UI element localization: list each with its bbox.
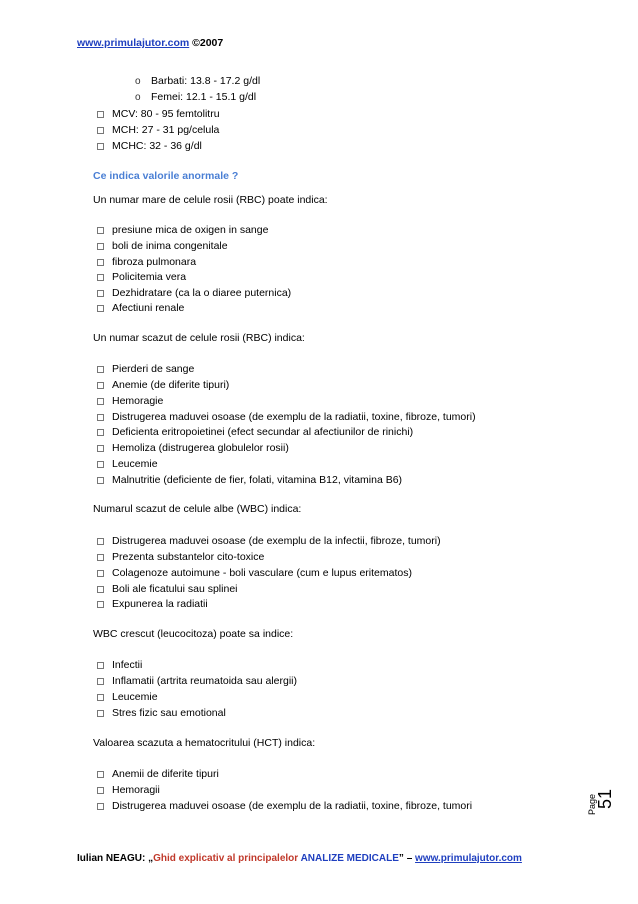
list-item: MCH: 27 - 31 pg/celula [97, 123, 219, 137]
footer-separator: ” – [398, 853, 416, 864]
list-item: Hemoliza (distrugerea globulelor rosii) [97, 441, 289, 455]
list-item: fibroza pulmonara [97, 255, 196, 269]
list-item: Deficienta eritropoietinei (efect secundar al afectiunilor de rinichi) [97, 425, 413, 439]
header-link[interactable]: www.primulajutor.com [77, 37, 190, 49]
list-item: Dezhidratare (ca la o diaree puternica) [97, 286, 291, 300]
list-item: Boli ale ficatului sau splinei [97, 582, 238, 596]
list-item: Prezenta substantelor cito-toxice [97, 550, 264, 564]
list-item: Leucemie [97, 690, 158, 704]
bullet-icon [97, 710, 104, 717]
footer-link[interactable]: www.primulajutor.com [415, 853, 522, 864]
section-heading: Ce indica valorile anormale ? [93, 170, 239, 182]
section-title: Numarul scazut de celule albe (WBC) indica: [93, 503, 302, 515]
bullet-icon [97, 554, 104, 561]
list-item: presiune mica de oxigen in sange [97, 223, 268, 237]
bullet-icon [97, 414, 104, 421]
bullet-icon [97, 570, 104, 577]
bullet-icon [97, 243, 104, 250]
footer-title-highlight: ANALIZE MEDICALE [300, 853, 399, 864]
bullet-icon [97, 143, 104, 150]
bullet-icon [97, 477, 104, 484]
list-item: Distrugerea maduvei osoase (de exemplu de la radiatii, toxine, fibroze, tumori) [97, 410, 476, 424]
list-item: Inflamatii (artrita reumatoida sau alergii) [97, 674, 297, 688]
section-title: Un numar mare de celule rosii (RBC) poate indica: [93, 194, 328, 206]
list-item: Anemii de diferite tipuri [97, 767, 219, 781]
footer-title: Ghid explicativ al principalelor [153, 853, 301, 864]
bullet-icon [97, 787, 104, 794]
header-copyright: ©2007 [189, 37, 224, 49]
bullet-icon [97, 461, 104, 468]
list-item: Distrugerea maduvei osoase (de exemplu de la infectii, fibroze, tumori) [97, 534, 441, 548]
bullet-icon [97, 586, 104, 593]
bullet-icon [97, 678, 104, 685]
list-item: Leucemie [97, 457, 158, 471]
list-item: Hemoragii [97, 783, 160, 797]
bullet-icon [97, 601, 104, 608]
list-item: Colagenoze autoimune - boli vasculare (cum e lupus eritematos) [97, 566, 412, 580]
page-header [77, 37, 223, 49]
page-number-value: 51 [595, 788, 615, 809]
bullet-icon [97, 429, 104, 436]
bullet-icon [97, 803, 104, 810]
list-item: Stres fizic sau emotional [97, 706, 226, 720]
section-title: Un numar scazut de celule rosii (RBC) indica: [93, 332, 305, 344]
list-item: Pierderi de sange [97, 362, 194, 376]
page-label: Page [587, 793, 597, 815]
bullet-icon [97, 274, 104, 281]
list-item: Expunerea la radiatii [97, 597, 208, 611]
page-number [585, 775, 615, 835]
list-item: Afectiuni renale [97, 301, 184, 315]
bullet-icon [97, 398, 104, 405]
list-item: o Barbati: 13.8 - 17.2 g/dl [135, 75, 261, 87]
bullet-icon [97, 538, 104, 545]
section-title: WBC crescut (leucocitoza) poate sa indice: [93, 628, 294, 640]
list-item: Malnutritie (deficiente de fier, folati, vitamina B12, vitamina B6) [97, 473, 402, 487]
bullet-icon [97, 305, 104, 312]
bullet-icon [97, 290, 104, 297]
footer-author: Iulian NEAGU: „ [77, 853, 154, 864]
bullet-icon [97, 259, 104, 266]
list-item: Anemie (de diferite tipuri) [97, 378, 229, 392]
bullet-icon [97, 771, 104, 778]
bullet-icon [97, 382, 104, 389]
bullet-icon [97, 366, 104, 373]
section-title: Valoarea scazuta a hematocritului (HCT) indica: [93, 737, 316, 749]
bullet-icon [97, 445, 104, 452]
list-item: MCHC: 32 - 36 g/dl [97, 139, 202, 153]
list-item: boli de inima congenitale [97, 239, 228, 253]
list-item: Hemoragie [97, 394, 163, 408]
bullet-icon [97, 694, 104, 701]
list-item: Distrugerea maduvei osoase (de exemplu de la radiatii, toxine, fibroze, tumori [97, 799, 472, 813]
page-footer [77, 853, 522, 864]
bullet-icon [97, 127, 104, 134]
list-item: o Femei: 12.1 - 15.1 g/dl [135, 91, 257, 103]
bullet-icon [97, 111, 104, 118]
bullet-icon [97, 662, 104, 669]
list-item: Infectii [97, 658, 142, 672]
bullet-icon [97, 227, 104, 234]
list-item: Policitemia vera [97, 270, 186, 284]
list-item: MCV: 80 - 95 femtolitru [97, 107, 220, 121]
